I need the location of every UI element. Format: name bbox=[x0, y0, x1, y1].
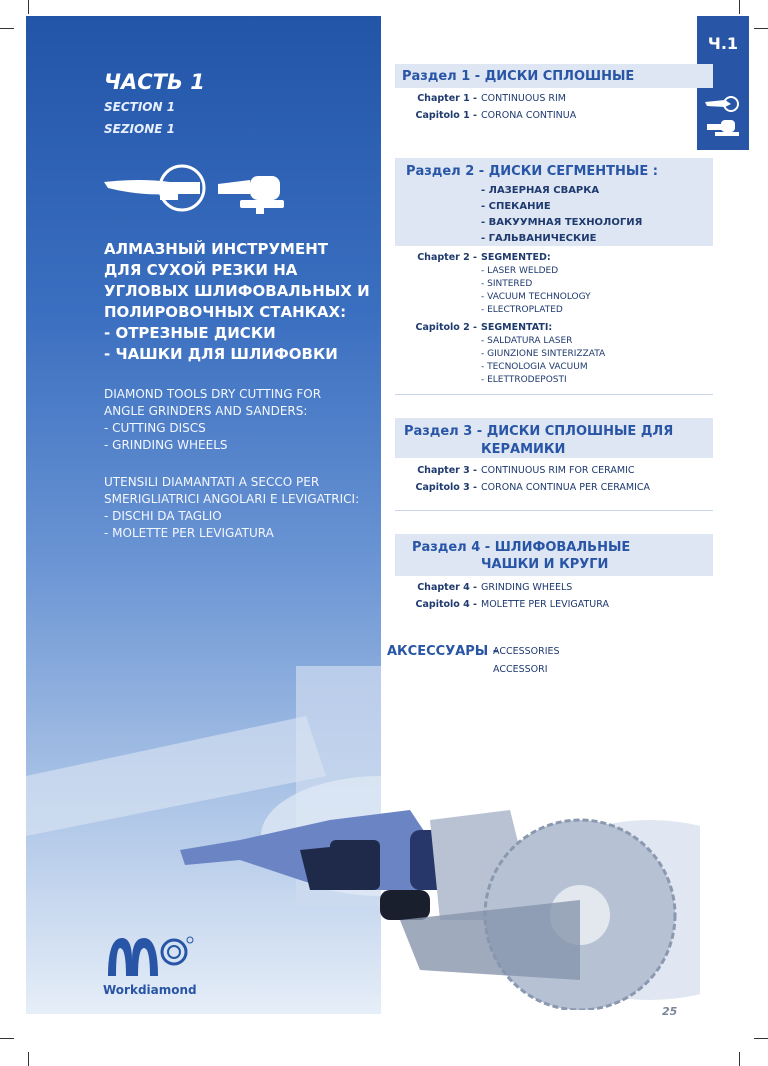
section-4-title-line2: ЧАШКИ И КРУГИ bbox=[481, 557, 609, 572]
en-line: - GRINDING WHEELS bbox=[104, 438, 228, 452]
capitolo-3-label: Capitolo 3 - bbox=[415, 482, 477, 493]
tool-icons bbox=[100, 160, 300, 220]
chapter-tab-label: Ч.1 bbox=[707, 34, 739, 53]
it-item: - TECNOLOGIA VACUUM bbox=[481, 362, 588, 372]
crop-mark bbox=[28, 1052, 29, 1066]
chapter-1-label: Chapter 1 - bbox=[417, 93, 477, 104]
capitolo-1-label: Capitolo 1 - bbox=[415, 110, 477, 121]
it-line: - DISCHI DA TAGLIO bbox=[104, 509, 222, 523]
section-2-ru-list bbox=[481, 183, 642, 247]
crop-mark bbox=[754, 28, 768, 29]
en-line: DIAMOND TOOLS DRY CUTTING FOR bbox=[104, 387, 322, 401]
chapter-2-list bbox=[481, 265, 591, 317]
en-item: - SINTERED bbox=[481, 279, 533, 289]
chapter-3-text: CONTINUOUS RIM FOR CERAMIC bbox=[481, 465, 635, 476]
crop-mark bbox=[739, 0, 740, 14]
tab-tool-icons bbox=[703, 92, 743, 146]
headline-it bbox=[104, 474, 394, 542]
divider bbox=[395, 510, 713, 511]
section-label: SECTION 1 bbox=[104, 100, 176, 114]
crop-mark bbox=[0, 28, 14, 29]
it-item: - SALDATURA LASER bbox=[481, 336, 573, 346]
it-item: - GIUNZIONE SINTERIZZATA bbox=[481, 349, 606, 359]
it-line: - MOLETTE PER LEVIGATURA bbox=[104, 526, 274, 540]
angle-grinder-illustration bbox=[180, 740, 700, 1010]
divider bbox=[395, 394, 713, 395]
capitolo-2-text: SEGMENTATI: bbox=[481, 322, 553, 333]
it-item: - ELETTRODEPOSTI bbox=[481, 375, 567, 385]
workdiamond-logo bbox=[104, 930, 194, 982]
section-4-title: Раздел 4 - ШЛИФОВАЛЬНЫЕ bbox=[412, 540, 631, 555]
headline-line: УГЛОВЫХ ШЛИФОВАЛЬНЫХ И bbox=[104, 282, 370, 300]
crop-mark bbox=[739, 1052, 740, 1066]
headline-line: - ЧАШКИ ДЛЯ ШЛИФОВКИ bbox=[104, 345, 338, 363]
angle-grinder-icon bbox=[705, 97, 738, 111]
capitolo-4-label: Capitolo 4 - bbox=[415, 599, 477, 610]
it-line: SMERIGLIATRICI ANGOLARI E LEVIGATRICI: bbox=[104, 492, 360, 506]
chapter-4-label: Chapter 4 - bbox=[417, 582, 477, 593]
accessories-en: ACCESSORIES bbox=[493, 646, 560, 657]
headline-line: ДЛЯ СУХОЙ РЕЗКИ НА bbox=[104, 261, 298, 279]
angle-grinder-icon bbox=[104, 166, 204, 210]
ru-item: - СПЕКАНИЕ bbox=[481, 201, 551, 212]
ru-item: - ЛАЗЕРНАЯ СВАРКА bbox=[481, 185, 600, 196]
capitolo-1-text: CORONA CONTINUA bbox=[481, 110, 577, 121]
page-number: 25 bbox=[662, 1005, 678, 1018]
capitolo-2-label: Capitolo 2 - bbox=[415, 322, 477, 333]
sezione-label: SEZIONE 1 bbox=[104, 122, 175, 136]
capitolo-4-text: MOLETTE PER LEVIGATURA bbox=[481, 599, 609, 610]
crop-mark bbox=[28, 0, 29, 14]
headline-line: - ОТРЕЗНЫЕ ДИСКИ bbox=[104, 324, 276, 342]
accessories-it: ACCESSORI bbox=[493, 664, 548, 675]
en-item: - ELECTROPLATED bbox=[481, 305, 563, 315]
headline-line: АЛМАЗНЫЙ ИНСТРУМЕНТ bbox=[104, 240, 328, 258]
ru-item: - ГАЛЬВАНИЧЕСКИЕ bbox=[481, 233, 597, 244]
section-3-title-line2: КЕРАМИКИ bbox=[481, 442, 566, 457]
brand-name: Workdiamond bbox=[103, 983, 197, 997]
headline-ru bbox=[104, 239, 374, 365]
crop-mark bbox=[0, 1038, 14, 1039]
capitolo-2-list bbox=[481, 335, 605, 387]
headline-line: ПОЛИРОВОЧНЫХ СТАНКАХ: bbox=[104, 303, 347, 321]
capitolo-3-text: CORONA CONTINUA PER CERAMICA bbox=[481, 482, 651, 493]
crop-mark bbox=[754, 1038, 768, 1039]
chapter-1-text: CONTINUOUS RIM bbox=[481, 93, 566, 104]
it-line: UTENSILI DIAMANTATI A SECCO PER bbox=[104, 475, 320, 489]
chapter-2-text: SEGMENTED: bbox=[481, 252, 551, 263]
headline-en bbox=[104, 386, 394, 454]
sander-icon bbox=[707, 120, 739, 136]
accessories-title: АКСЕССУАРЫ - bbox=[387, 644, 499, 659]
section-2-title: Раздел 2 - ДИСКИ СЕГМЕНТНЫЕ : bbox=[406, 164, 658, 179]
en-item: - VACUUM TECHNOLOGY bbox=[481, 292, 591, 302]
en-line: ANGLE GRINDERS AND SANDERS: bbox=[104, 404, 308, 418]
section-3-title: Раздел 3 - ДИСКИ СПЛОШНЫЕ ДЛЯ bbox=[404, 424, 674, 439]
en-line: - CUTTING DISCS bbox=[104, 421, 206, 435]
sander-icon bbox=[218, 176, 284, 214]
chapter-2-label: Chapter 2 - bbox=[417, 252, 477, 263]
part-title: ЧАСТЬ 1 bbox=[104, 70, 205, 94]
chapter-4-text: GRINDING WHEELS bbox=[481, 582, 573, 593]
en-item: - LASER WELDED bbox=[481, 266, 559, 276]
section-1-title: Раздел 1 - ДИСКИ СПЛОШНЫЕ bbox=[402, 69, 635, 84]
chapter-3-label: Chapter 3 - bbox=[417, 465, 477, 476]
ru-item: - ВАКУУМНАЯ ТЕХНОЛОГИЯ bbox=[481, 217, 643, 228]
